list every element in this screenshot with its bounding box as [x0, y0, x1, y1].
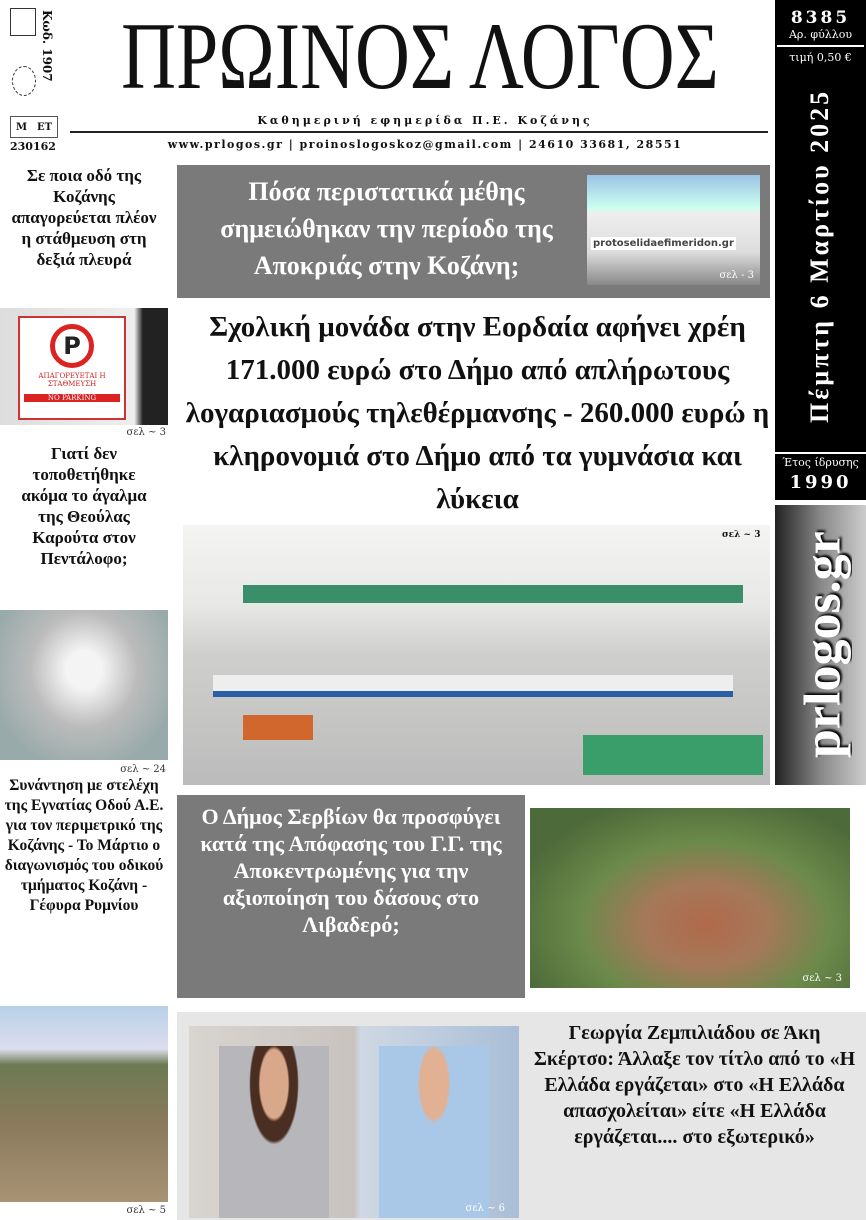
left-story-3-headline[interactable]: Συνάντηση με στελέχη της Εγνατίας Οδού Α.Ε. για τον περιμετρικό της Κοζάνης - Το Μάρτιο ο διαγωνισμός του οδικού τμήματος Κοζάνη - Γέφυρα Ρυμνίου: [4, 777, 164, 914]
servia-story-headline: Ο Δήμος Σερβίων θα προσφύγει κατά της Απόφασης του Γ.Γ. της Αποκεντρωμένης για την αξιοποίηση του δάσους στο Λιβαδερό;: [200, 804, 502, 937]
met-label-1: Μ: [15, 121, 28, 133]
left-story-1-headline[interactable]: Σε ποια οδό της Κοζάνης απαγορεύεται πλέον η στάθμευση στη δεξιά πλευρά: [11, 166, 157, 269]
page-ref: σελ ~ 3: [802, 973, 842, 984]
page-ref: σελ ~ 5: [126, 1205, 166, 1216]
watermark: protoselidaefimeridon.gr: [593, 238, 734, 249]
postal-stamp-icon: [10, 8, 36, 36]
main-story-headline[interactable]: Σχολική μονάδα στην Εορδαία αφήνει χρέη 171.000 ευρώ στο Δήμο από απλήρωτους λογαριασμούς τηλεθέρμανσης - 260.000 ευρώ η κληρονομιά στο Δήμο από τα γυμνάσια και λύκεια: [185, 311, 770, 515]
met-number: 230162: [10, 140, 56, 153]
bottom-story[interactable]: [177, 1012, 866, 1220]
page-ref: σελ ~ 3: [722, 530, 761, 540]
page-ref: σελ ~ 6: [465, 1203, 505, 1214]
contact-line: www.prlogos.gr | proinoslogoskoz@gmail.com | 24610 33681, 28551: [167, 138, 683, 151]
sign-text-en: NO PARKING: [24, 394, 120, 402]
issue-number: 8385: [790, 8, 851, 28]
price: τιμή 0,50 €: [789, 51, 852, 64]
left-story-2-headline[interactable]: Γιατί δεν τοποθετήθηκε ακόμα το άγαλμα της Θεούλας Καρούτα στον Πεντάλοφο;: [21, 444, 147, 568]
founded-year: 1990: [775, 472, 866, 500]
sign-text: ΑΠΑΓΟΡΕΥΕΤΑΙ Η ΣΤΑΘΜΕΥΣΗ: [38, 372, 106, 388]
statue-image: [0, 610, 168, 760]
met-label-2: ΕΤ: [36, 121, 53, 133]
top-story-headline: Πόσα περιστατικά μέθης σημειώθηκαν την περίοδο της Αποκριάς στην Κοζάνη;: [220, 177, 553, 280]
no-parking-image: [0, 308, 168, 425]
bottom-story-headline: Γεωργία Ζεμπιλιάδου σε Άκη Σκέρτσο: Άλλαξε τον τίτλο από το «Η Ελλάδα εργάζεται» στο «Η Ελλάδα απασχολείται» είτε «Η Ελλάδα εργάζεται.... στο εξωτερικό»: [533, 1022, 856, 1148]
top-story[interactable]: [177, 165, 770, 298]
servia-story[interactable]: [177, 795, 525, 998]
founded-label: Έτος ίδρυσης: [782, 456, 859, 469]
road-construction-image: [0, 1006, 168, 1202]
page-ref: σελ - 3: [719, 270, 754, 281]
met-logo: [10, 116, 58, 138]
page-ref: σελ ~ 24: [120, 764, 166, 775]
hospital-image: [587, 175, 760, 285]
no-parking-sign-icon: P: [50, 324, 94, 368]
postmark-icon: [12, 66, 36, 96]
issue-label: Αρ. φύλλου: [788, 28, 853, 41]
page-ref: σελ ~ 3: [126, 427, 166, 438]
newspaper-title: ΠΡΩΙΝΟΣ ΛΟΓΟΣ: [121, 4, 719, 109]
code-label: Κωδ. 1907: [40, 10, 54, 82]
website-label: prlogos.gr: [794, 531, 852, 759]
classroom-image: [183, 525, 770, 785]
website-banner[interactable]: [775, 505, 866, 785]
politicians-image: [189, 1026, 519, 1218]
aerial-village-image: [530, 808, 850, 988]
divider: [70, 131, 768, 133]
newspaper-subtitle: Καθημερινή εφημερίδα Π.Ε. Κοζάνης: [257, 114, 593, 127]
issue-info-column: [775, 0, 866, 472]
issue-date: Πέμπτη 6 Μαρτίου 2025: [805, 88, 834, 424]
